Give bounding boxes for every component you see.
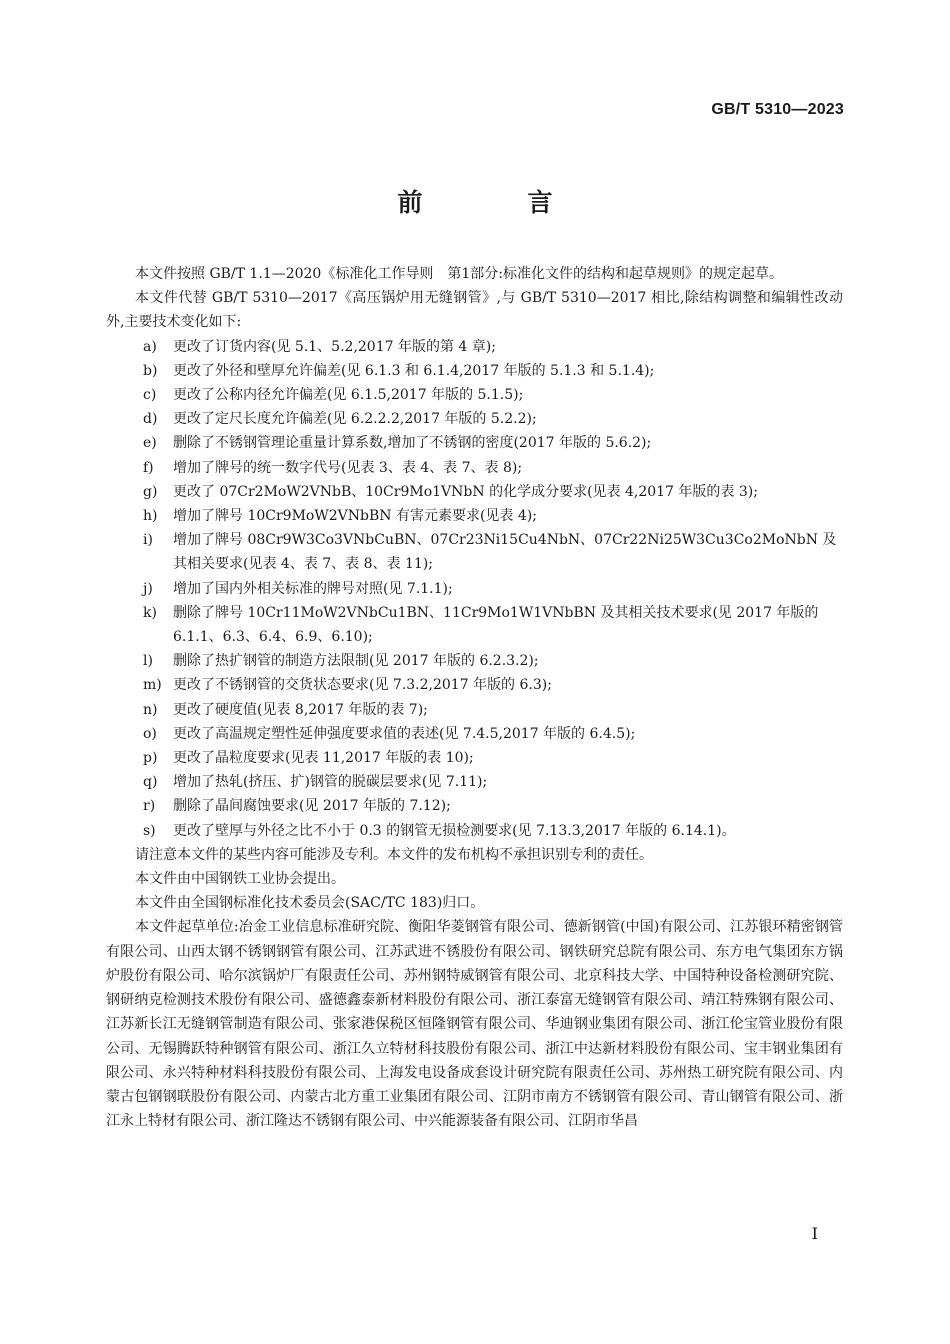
list-item: [106, 819, 843, 843]
list-item-text: 增加了牌号 08Cr9W3Co3VNbCuBN、07Cr23Ni15Cu4NbN、07Cr22Ni25W3Cu3Co2MoNbN 及其相关要求(见表 4、表 7、表 8、表 11);: [173, 532, 837, 573]
list-marker: e): [143, 435, 157, 452]
list-item-text: 更改了硬度值(见表 8,2017 年版的表 7);: [173, 701, 428, 718]
intro-paragraph: 本文件代替 GB/T 5310—2017《高压锅炉用无缝钢管》,与 GB/T 5310—2017 相比,除结构调整和编辑性改动外,主要技术变化如下:: [106, 290, 843, 331]
list-item: [106, 577, 843, 601]
list-marker: k): [143, 604, 157, 621]
list-item: [106, 770, 843, 794]
committee-statement: 本文件由全国钢标准化技术委员会(SAC/TC 183)归口。: [135, 895, 485, 912]
list-item-text: 更改了晶粒度要求(见表 11,2017 年版的表 10);: [173, 750, 474, 767]
list-item: [106, 335, 843, 359]
list-item-text: 更改了定尺长度允许偏差(见 6.2.2.2,2017 年版的 5.2.2);: [173, 411, 537, 428]
list-item: [106, 698, 843, 722]
intro-paragraph: 本文件按照 GB/T 1.1—2020《标准化工作导则 第1部分:标准化文件的结构和起草规则》的规定起草。: [135, 266, 783, 282]
list-marker: m): [143, 677, 162, 694]
list-item-text: 更改了壁厚与外径之比不小于 0.3 的钢管无损检测要求(见 7.13.3,2017 年版的 6.14.1)。: [173, 822, 736, 839]
list-marker: j): [143, 580, 153, 597]
changes-list: [106, 335, 843, 843]
list-item: [106, 504, 843, 528]
list-marker: r): [143, 798, 156, 815]
list-item: [106, 794, 843, 818]
list-item-text: 增加了牌号的统一数字代号(见表 3、表 4、表 7、表 8);: [173, 459, 523, 476]
list-item-text: 删除了牌号 10Cr11MoW2VNbCu1BN、11Cr9Mo1W1VNbBN 及其相关技术要求(见 2017 年版的 6.1.1、6.3、6.4、6.9、6.10);: [173, 604, 819, 646]
standard-code: GB/T 5310—2023: [711, 101, 844, 118]
page-number: I: [811, 1224, 818, 1243]
list-marker: n): [143, 701, 158, 718]
list-marker: b): [143, 362, 158, 379]
list-item-text: 增加了国内外相关标准的牌号对照(见 7.1.1);: [173, 580, 453, 597]
document-body: [106, 262, 843, 1133]
list-item-text: 增加了热轧(挤压、扩)钢管的脱碳层要求(见 7.11);: [173, 774, 488, 791]
list-item-text: 更改了高温规定塑性延伸强度要求值的表述(见 7.4.5,2017 年版的 6.4.5);: [173, 725, 636, 742]
list-item-text: 增加了牌号 10Cr9MoW2VNbBN 有害元素要求(见表 4);: [173, 508, 537, 525]
proposer-statement: 本文件由中国钢铁工业协会提出。: [135, 871, 345, 888]
list-marker: i): [143, 532, 153, 549]
list-marker: q): [143, 774, 158, 791]
list-item: [106, 746, 843, 770]
list-item: [106, 456, 843, 480]
list-item: [106, 649, 843, 673]
list-item: [106, 673, 843, 697]
list-item-text: 更改了外径和壁厚允许偏差(见 6.1.3 和 6.1.4,2017 年版的 5.1.3 和 5.1.4);: [173, 362, 655, 379]
list-item: [106, 528, 843, 576]
drafting-units: 本文件起草单位:冶金工业信息标准研究院、衡阳华菱钢管有限公司、德新钢管(中国)有限公司、江苏银环精密钢管有限公司、山西太钢不锈钢钢管有限公司、江苏武进不锈股份有限公司、钢铁研究总院有限公司、东方电气集团东方锅炉股份有限公司、哈尔滨锅炉厂有限责任公司、苏州钢特威钢管有限公司、北京科技大学、中国特种设备检测研究院、钢研纳克检测技术股份有限公司、盛德鑫泰新材料股份有限公司、浙江泰富无缝钢管有限公司、靖江特殊钢有限公司、江苏新长江无缝钢管制造有限公司、张家港保税区恒隆钢管有限公司、华迪钢业集团有限公司、浙江伦宝管业股份有限公司、无锡腾跃特种钢管有限公司、浙江久立特材科技股份有限公司、浙江中达新材料股份有限公司、宝丰钢业集团有限公司、永兴特种材料科技股份有限公司、上海发电设备成套设计研究院有限责任公司、苏州热工研究院有限公司、内蒙古包钢钢联股份有限公司、内蒙古北方重工业集团有限公司、江阴市南方不锈钢管有限公司、青山钢管有限公司、浙江永上特材有限公司、浙江隆达不锈钢有限公司、中兴能源装备有限公司、江阴市华昌: [106, 919, 843, 1130]
list-marker: p): [143, 750, 158, 767]
list-marker: l): [143, 653, 153, 670]
list-item: [106, 722, 843, 746]
list-marker: a): [143, 338, 157, 355]
patent-notice: 请注意本文件的某些内容可能涉及专利。本文件的发布机构不承担识别专利的责任。: [135, 846, 653, 863]
list-item-text: 更改了订货内容(见 5.1、5.2,2017 年版的第 4 章);: [173, 338, 496, 355]
list-marker: s): [143, 822, 156, 839]
list-marker: g): [143, 483, 158, 500]
list-item-text: 删除了不锈钢管理论重量计算系数,增加了不锈钢的密度(2017 年版的 5.6.2);: [173, 435, 652, 452]
list-item-text: 删除了晶间腐蚀要求(见 2017 年版的 7.12);: [173, 798, 451, 815]
page-title: 前 言: [397, 188, 593, 217]
list-item: [106, 480, 843, 504]
list-item: [106, 359, 843, 383]
list-item: [106, 383, 843, 407]
list-marker: f): [143, 459, 154, 476]
list-item: [106, 601, 843, 649]
list-item: [106, 407, 843, 431]
list-item-text: 删除了热扩钢管的制造方法限制(见 2017 年版的 6.2.3.2);: [173, 653, 539, 670]
list-item: [106, 431, 843, 455]
list-item-text: 更改了 07Cr2MoW2VNbB、10Cr9Mo1VNbN 的化学成分要求(见表 4,2017 年版的表 3);: [173, 483, 758, 500]
list-item-text: 更改了不锈钢管的交货状态要求(见 7.3.2,2017 年版的 6.3);: [173, 677, 552, 694]
list-marker: o): [143, 725, 157, 742]
list-marker: h): [143, 508, 158, 525]
list-marker: c): [143, 387, 157, 404]
list-item-text: 更改了公称内径允许偏差(见 6.1.5,2017 年版的 5.1.5);: [173, 387, 524, 404]
list-marker: d): [143, 411, 158, 428]
